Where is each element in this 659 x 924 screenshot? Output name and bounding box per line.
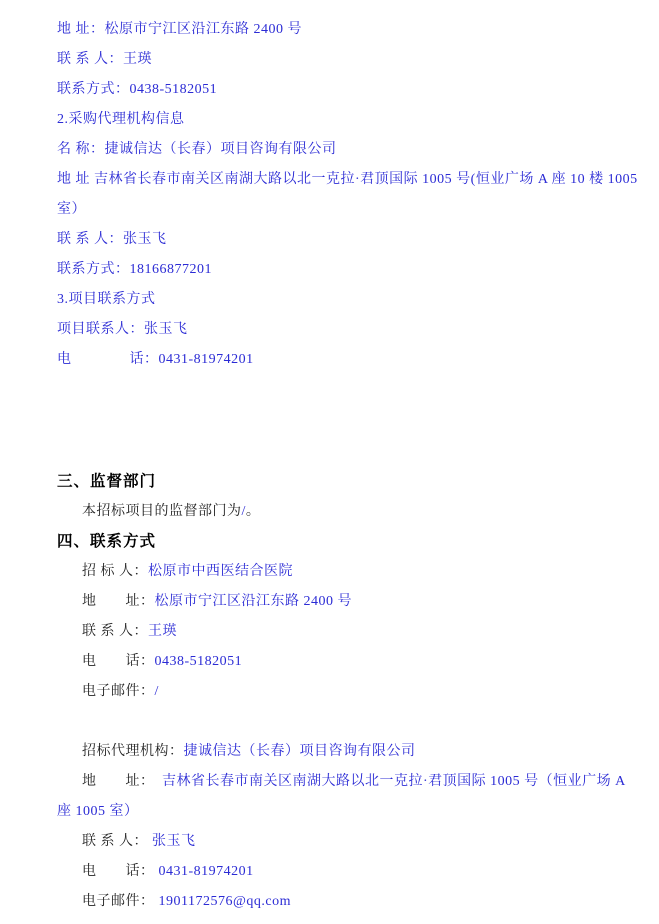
text-segment: 名 称：捷诚信达（长春）项目咨询有限公司 [57,142,337,157]
agency-phone-line [57,255,649,285]
tenderer-address-line [82,587,649,617]
text-segment: 四、联系方式 [57,533,157,550]
supervision-dept-body [82,497,649,527]
text-segment: 招标代理机构： [82,744,184,759]
text-segment: 地 址：松原市宁江区沿江东路 2400 号 [57,22,302,37]
agency-address-line-1 [57,165,649,195]
tenderer-phone-line [82,647,649,677]
text-segment: 。 [245,504,261,519]
text-segment: 地 址： [82,594,155,609]
text-segment: 联 系 人： [82,624,148,639]
text-segment: 松原市中西医结合医院 [148,564,293,579]
text-segment: 联系方式：18166877201 [57,262,212,277]
text-segment: 联 系 人： [82,834,152,849]
text-segment: 0431-81974201 [158,864,254,879]
purchaser-address-line [57,15,649,45]
tenderer-contact-line [82,617,649,647]
text-segment: 松原市宁江区沿江东路 2400 号 [154,594,352,609]
text-segment: 地 址： [82,774,162,789]
bid-agency-contact-line [82,827,649,857]
text-segment: 室） [57,202,86,217]
text-segment: 联 系 人：王瑛 [57,52,152,67]
text-segment: / [154,684,159,699]
bid-agency-address-line-2 [57,797,649,827]
text-segment: 捷诚信达（长春）项目咨询有限公司 [183,744,416,759]
purchaser-contact-line [57,45,649,75]
text-segment: 座 1005 室） [57,804,139,819]
text-segment: 招 标 人： [82,564,148,579]
text-segment: 电 话： [82,654,155,669]
text-segment: 张玉飞 [152,834,196,849]
text-segment: 0438-5182051 [154,654,243,669]
agency-address-line-2 [57,195,649,225]
text-segment: 2.采购代理机构信息 [57,112,185,127]
text-segment: 王瑛 [148,624,177,639]
contact-info-heading [57,527,649,557]
text-segment: 电子邮件： [82,894,159,909]
subheading-agency-info [57,105,649,135]
purchaser-phone-line [57,75,649,105]
text-segment: 1901172576@qq.com [158,894,291,909]
bid-agency-name-line [82,737,649,767]
text-segment: 吉林省长春市南关区南湖大路以北一克拉·君顶国际 1005 号（恒业广场 A [162,774,626,789]
text-segment: 项目联系人：张玉飞 [57,322,188,337]
project-phone-line [57,345,649,375]
text-segment: 电子邮件： [82,684,155,699]
text-segment: 地 址 吉林省长春市南关区南湖大路以北一克拉·君顶国际 1005 号(恒业广场 A 座 10 楼 1005 [57,172,638,187]
bid-agency-phone-line [82,857,649,887]
tenderer-name-line [82,557,649,587]
bid-agency-address-line-1 [82,767,649,797]
bid-agency-email-line [82,887,649,917]
text-segment: 联系方式：0438-5182051 [57,82,218,97]
text-segment: / [241,504,246,519]
text-segment: 本招标项目的监督部门为 [82,504,242,519]
text-segment: 电 话：0431-81974201 [57,352,254,367]
subheading-project-contact [57,285,649,315]
supervision-dept-heading [57,467,649,497]
text-segment: 三、监督部门 [57,473,157,490]
text-segment: 电 话： [82,864,159,879]
tenderer-email-line [82,677,649,707]
agency-name-line [57,135,649,165]
project-contact-line [57,315,649,345]
text-segment: 联 系 人：张玉飞 [57,232,167,247]
document-body [57,15,649,917]
agency-contact-line [57,225,649,255]
text-segment: 3.项目联系方式 [57,292,156,307]
